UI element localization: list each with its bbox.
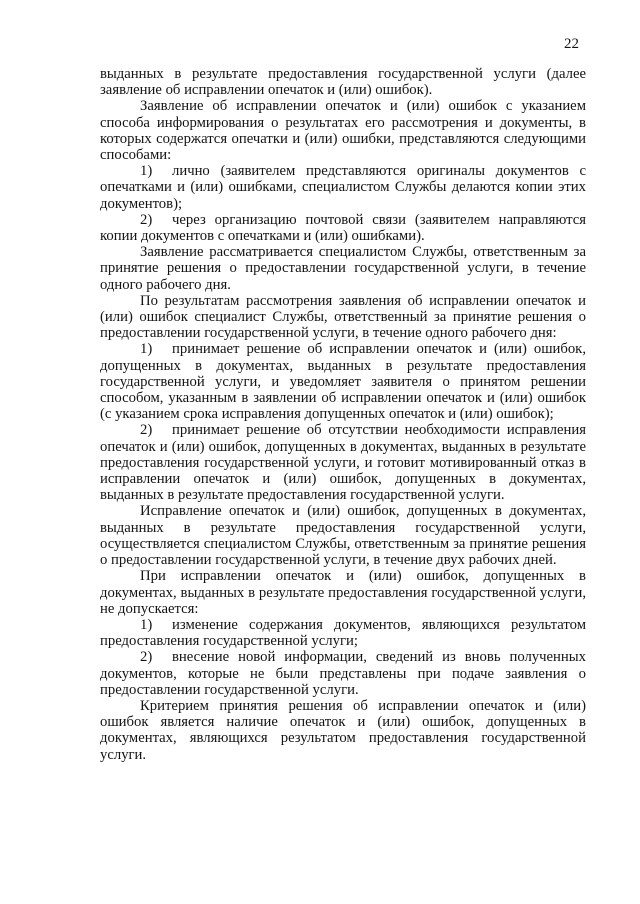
- list-item: 2) принимает решение об отсутствии необходимости исправления опечаток и (или) ошибок, допущенных в документах, выданных в результате предоставления государственной услуги, и готовит мотивированный отказ в исправлении опечаток и (или) ошибок, допущенных в документах, выданных в результате предоставления государственной услуги.: [100, 422, 586, 504]
- list-number: 1): [140, 341, 153, 358]
- paragraph: Исправление опечаток и (или) ошибок, допущенных в документах, выданных в результате предоставления государственной услуги, осуществляется специалистом Службы, ответственным за принятие решения о предоставлении государственной услуги, в течение двух рабочих дней.: [100, 503, 586, 569]
- list-item: 2) внесение новой информации, сведений из вновь полученных документов, которые не были представлены при подаче заявления о предоставлении государственной услуги.: [100, 649, 586, 698]
- body-text: [100, 66, 586, 763]
- list-item: 1) лично (заявителем представляются оригиналы документов с опечатками и (или) ошибками, специалистом Службы делаются копии этих документов);: [100, 163, 586, 212]
- list-item: 2) через организацию почтовой связи (заявителем направляются копии документов с опечатками и (или) ошибками).: [100, 211, 586, 245]
- list-number: 2): [140, 649, 153, 666]
- paragraph: По результатам рассмотрения заявления об исправлении опечаток и (или) ошибок специалист Службы, ответственный за принятие решения о предоставлении государственной услуги, в течение одного рабочего дня:: [100, 292, 586, 342]
- list-item: 1) изменение содержания документов, являющихся результатом предоставления государственной услуги;: [100, 616, 586, 650]
- paragraph: выданных в результате предоставления государственной услуги (далее заявление об исправлении опечаток и (или) ошибок).: [100, 66, 586, 99]
- list-number: 2): [140, 422, 153, 439]
- paragraph: Критерием принятия решения об исправлении опечаток и (или) ошибок является наличие опечаток и (или) ошибок, допущенных в документах, являющихся результатом предоставления государственной услуги.: [100, 697, 586, 763]
- paragraph: Заявление об исправлении опечаток и (или) ошибок с указанием способа информирования о результатах его рассмотрения и документы, в которых содержатся опечатки и (или) ошибки, представляются следующими способами:: [100, 98, 586, 164]
- list-number: 1): [140, 616, 153, 633]
- paragraph: При исправлении опечаток и (или) ошибок, допущенных в документах, выданных в результате предоставления государственной услуги, не допускается:: [100, 568, 586, 617]
- list-number: 2): [140, 211, 153, 228]
- page-number: 22: [564, 36, 579, 52]
- paragraph: Заявление рассматривается специалистом Службы, ответственным за принятие решения о предоставлении государственной услуги, в течение одного рабочего дня.: [100, 244, 586, 293]
- list-item: 1) принимает решение об исправлении опечаток и (или) ошибок, допущенных в документах, выданных в результате предоставления государственной услуги, и уведомляет заявителя о принятом решении способом, указанным в заявлении об исправлении опечаток и (или) ошибок (с указанием срока исправления допущенных опечаток и (или) ошибок);: [100, 341, 586, 423]
- list-number: 1): [140, 163, 153, 180]
